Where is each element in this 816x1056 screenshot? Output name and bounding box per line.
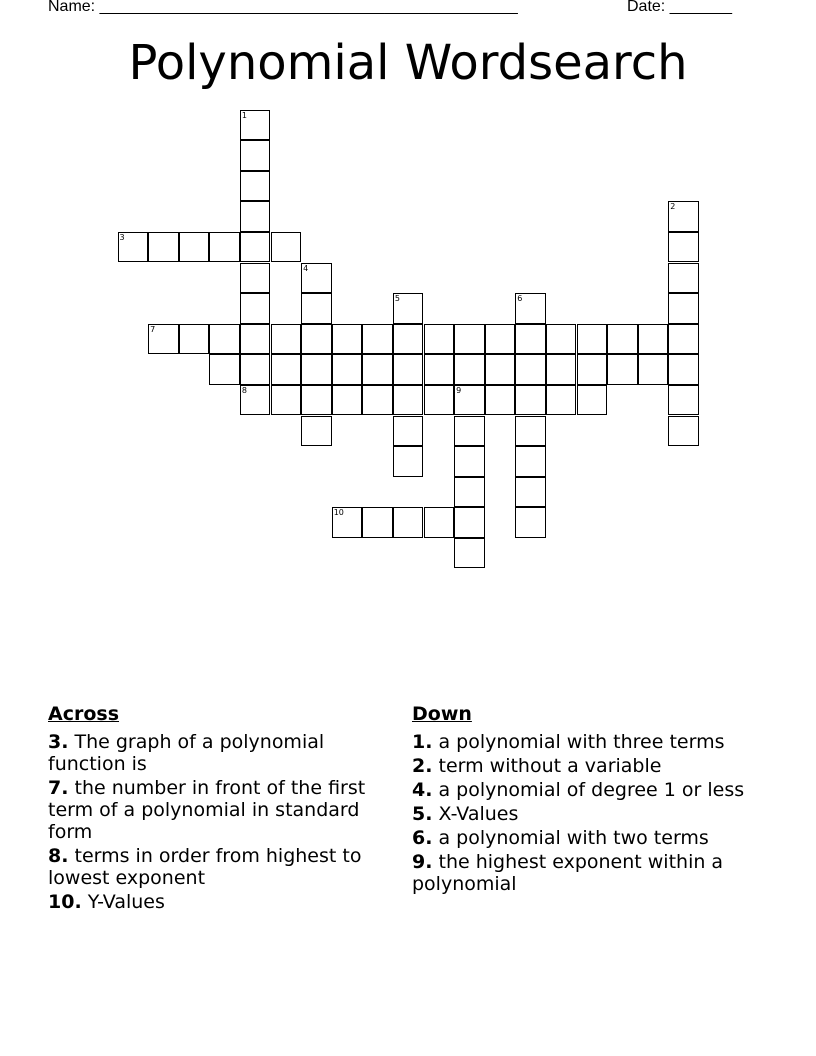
grid-cell[interactable] (515, 507, 546, 538)
grid-cell[interactable] (454, 538, 485, 569)
grid-cell[interactable] (668, 201, 699, 232)
grid-cell[interactable] (577, 385, 608, 416)
grid-cell[interactable] (424, 507, 455, 538)
grid-cell[interactable] (515, 324, 546, 355)
grid-cell[interactable] (515, 446, 546, 477)
clue-item (48, 845, 378, 889)
grid-cell[interactable] (332, 324, 363, 355)
grid-cell[interactable] (607, 354, 638, 385)
grid-cell[interactable] (240, 232, 271, 263)
down-heading: Down (412, 703, 472, 725)
grid-cell[interactable] (271, 354, 302, 385)
grid-cell[interactable] (240, 293, 271, 324)
grid-cell[interactable] (515, 293, 546, 324)
clue-item (412, 731, 752, 753)
clue-number: 2 (670, 202, 676, 212)
name-field[interactable]: Name: _______________________________________________ (48, 0, 518, 15)
grid-cell[interactable] (209, 324, 240, 355)
grid-cell[interactable] (393, 354, 424, 385)
grid-cell[interactable] (668, 324, 699, 355)
grid-cell[interactable] (515, 477, 546, 508)
grid-cell[interactable] (454, 324, 485, 355)
grid-cell[interactable] (240, 385, 271, 416)
grid-cell[interactable] (240, 201, 271, 232)
clue-item (412, 803, 752, 825)
grid-cell[interactable] (271, 385, 302, 416)
grid-cell[interactable] (301, 385, 332, 416)
grid-cell[interactable] (301, 324, 332, 355)
grid-cell[interactable] (271, 232, 302, 263)
clue-number: 1 (241, 110, 247, 120)
across-clues (48, 703, 378, 915)
clue-number: 6 (517, 294, 523, 304)
clue-number: 9 (456, 385, 462, 395)
grid-cell[interactable] (607, 324, 638, 355)
grid-cell[interactable] (638, 354, 669, 385)
grid-cell[interactable] (240, 324, 271, 355)
clue-item (412, 827, 752, 849)
clue-item-text: the number in front of the first term of a polynomial in standard form (48, 777, 366, 843)
grid-cell[interactable] (485, 354, 516, 385)
clue-item (412, 755, 752, 777)
clue-item (48, 731, 378, 775)
grid-cell[interactable] (179, 232, 210, 263)
clue-item (412, 779, 752, 801)
clue-item-number: 4. (412, 779, 433, 801)
grid-cell[interactable] (546, 385, 577, 416)
grid-cell[interactable] (301, 293, 332, 324)
clue-number: 5 (394, 294, 400, 304)
across-clue-list (48, 731, 378, 913)
grid-cell[interactable] (148, 324, 179, 355)
grid-cell[interactable] (577, 324, 608, 355)
clue-item-number: 9. (412, 851, 433, 873)
clue-item-text: Y-Values (81, 891, 165, 913)
grid-cell[interactable] (668, 263, 699, 294)
clue-item-number: 3. (48, 731, 69, 753)
grid-cell[interactable] (668, 416, 699, 447)
grid-cell[interactable] (332, 507, 363, 538)
grid-cell[interactable] (668, 354, 699, 385)
grid-cell[interactable] (271, 324, 302, 355)
grid-cell[interactable] (240, 263, 271, 294)
grid-cell[interactable] (301, 263, 332, 294)
grid-cell[interactable] (454, 354, 485, 385)
grid-cell[interactable] (362, 324, 393, 355)
grid-cell[interactable] (577, 354, 608, 385)
grid-cell[interactable] (546, 324, 577, 355)
grid-cell[interactable] (454, 385, 485, 416)
grid-cell[interactable] (332, 385, 363, 416)
clue-item-number: 2. (412, 755, 433, 777)
clue-item-text: a polynomial with three terms (432, 731, 725, 753)
grid-cell[interactable] (485, 385, 516, 416)
clue-number: 8 (241, 385, 247, 395)
page-title: Polynomial Wordsearch (128, 35, 688, 91)
clue-item-text: a polynomial with two terms (432, 827, 709, 849)
grid-cell[interactable] (454, 477, 485, 508)
clue-item-number: 10. (48, 891, 82, 913)
grid-cell[interactable] (454, 507, 485, 538)
grid-cell[interactable] (393, 416, 424, 447)
down-clues (412, 703, 752, 897)
clue-item-text: term without a variable (432, 755, 662, 777)
grid-cell[interactable] (393, 507, 424, 538)
grid-cell[interactable] (393, 446, 424, 477)
grid-cell[interactable] (424, 385, 455, 416)
grid-cell[interactable] (424, 354, 455, 385)
grid-cell[interactable] (668, 293, 699, 324)
grid-cell[interactable] (362, 354, 393, 385)
clue-item-number: 7. (48, 777, 69, 799)
grid-cell[interactable] (332, 354, 363, 385)
grid-cell[interactable] (454, 416, 485, 447)
clue-item-text: X-Values (432, 803, 519, 825)
grid-cell[interactable] (424, 324, 455, 355)
grid-cell[interactable] (240, 110, 271, 141)
grid-cell[interactable] (638, 324, 669, 355)
clue-number: 7 (150, 324, 156, 334)
clue-item-text: terms in order from highest to lowest exponent (48, 845, 362, 889)
grid-cell[interactable] (515, 416, 546, 447)
grid-cell[interactable] (362, 507, 393, 538)
clue-item-text: the highest exponent within a polynomial (412, 851, 724, 895)
clue-item (48, 891, 378, 913)
clue-number: 4 (303, 263, 309, 273)
grid-cell[interactable] (515, 354, 546, 385)
grid-cell[interactable] (454, 446, 485, 477)
grid-cell[interactable] (485, 324, 516, 355)
grid-cell[interactable] (362, 385, 393, 416)
grid-cell[interactable] (515, 385, 546, 416)
grid-cell[interactable] (240, 171, 271, 202)
clue-item-number: 6. (412, 827, 433, 849)
grid-cell[interactable] (301, 416, 332, 447)
clue-number: 10 (333, 508, 344, 518)
clue-item-number: 8. (48, 845, 69, 867)
grid-cell[interactable] (209, 232, 240, 263)
grid-cell[interactable] (209, 354, 240, 385)
down-clue-list (412, 731, 752, 895)
clue-item (48, 777, 378, 843)
across-heading: Across (48, 703, 120, 725)
grid-cell[interactable] (668, 385, 699, 416)
clue-item-text: a polynomial of degree 1 or less (432, 779, 745, 801)
grid-cell[interactable] (393, 293, 424, 324)
grid-cell[interactable] (668, 232, 699, 263)
grid-cell[interactable] (393, 385, 424, 416)
date-field[interactable]: Date: _______ (627, 0, 732, 15)
grid-cell[interactable] (301, 354, 332, 385)
grid-cell[interactable] (118, 232, 149, 263)
grid-cell[interactable] (240, 140, 271, 171)
grid-cell[interactable] (148, 232, 179, 263)
grid-cell[interactable] (546, 354, 577, 385)
clue-item (412, 851, 752, 895)
clue-number: 3 (119, 232, 125, 242)
clue-item-text: The graph of a polynomial function is (48, 731, 325, 775)
grid-cell[interactable] (179, 324, 210, 355)
grid-cell[interactable] (393, 324, 424, 355)
clue-item-number: 1. (412, 731, 433, 753)
grid-cell[interactable] (240, 354, 271, 385)
clue-item-number: 5. (412, 803, 433, 825)
